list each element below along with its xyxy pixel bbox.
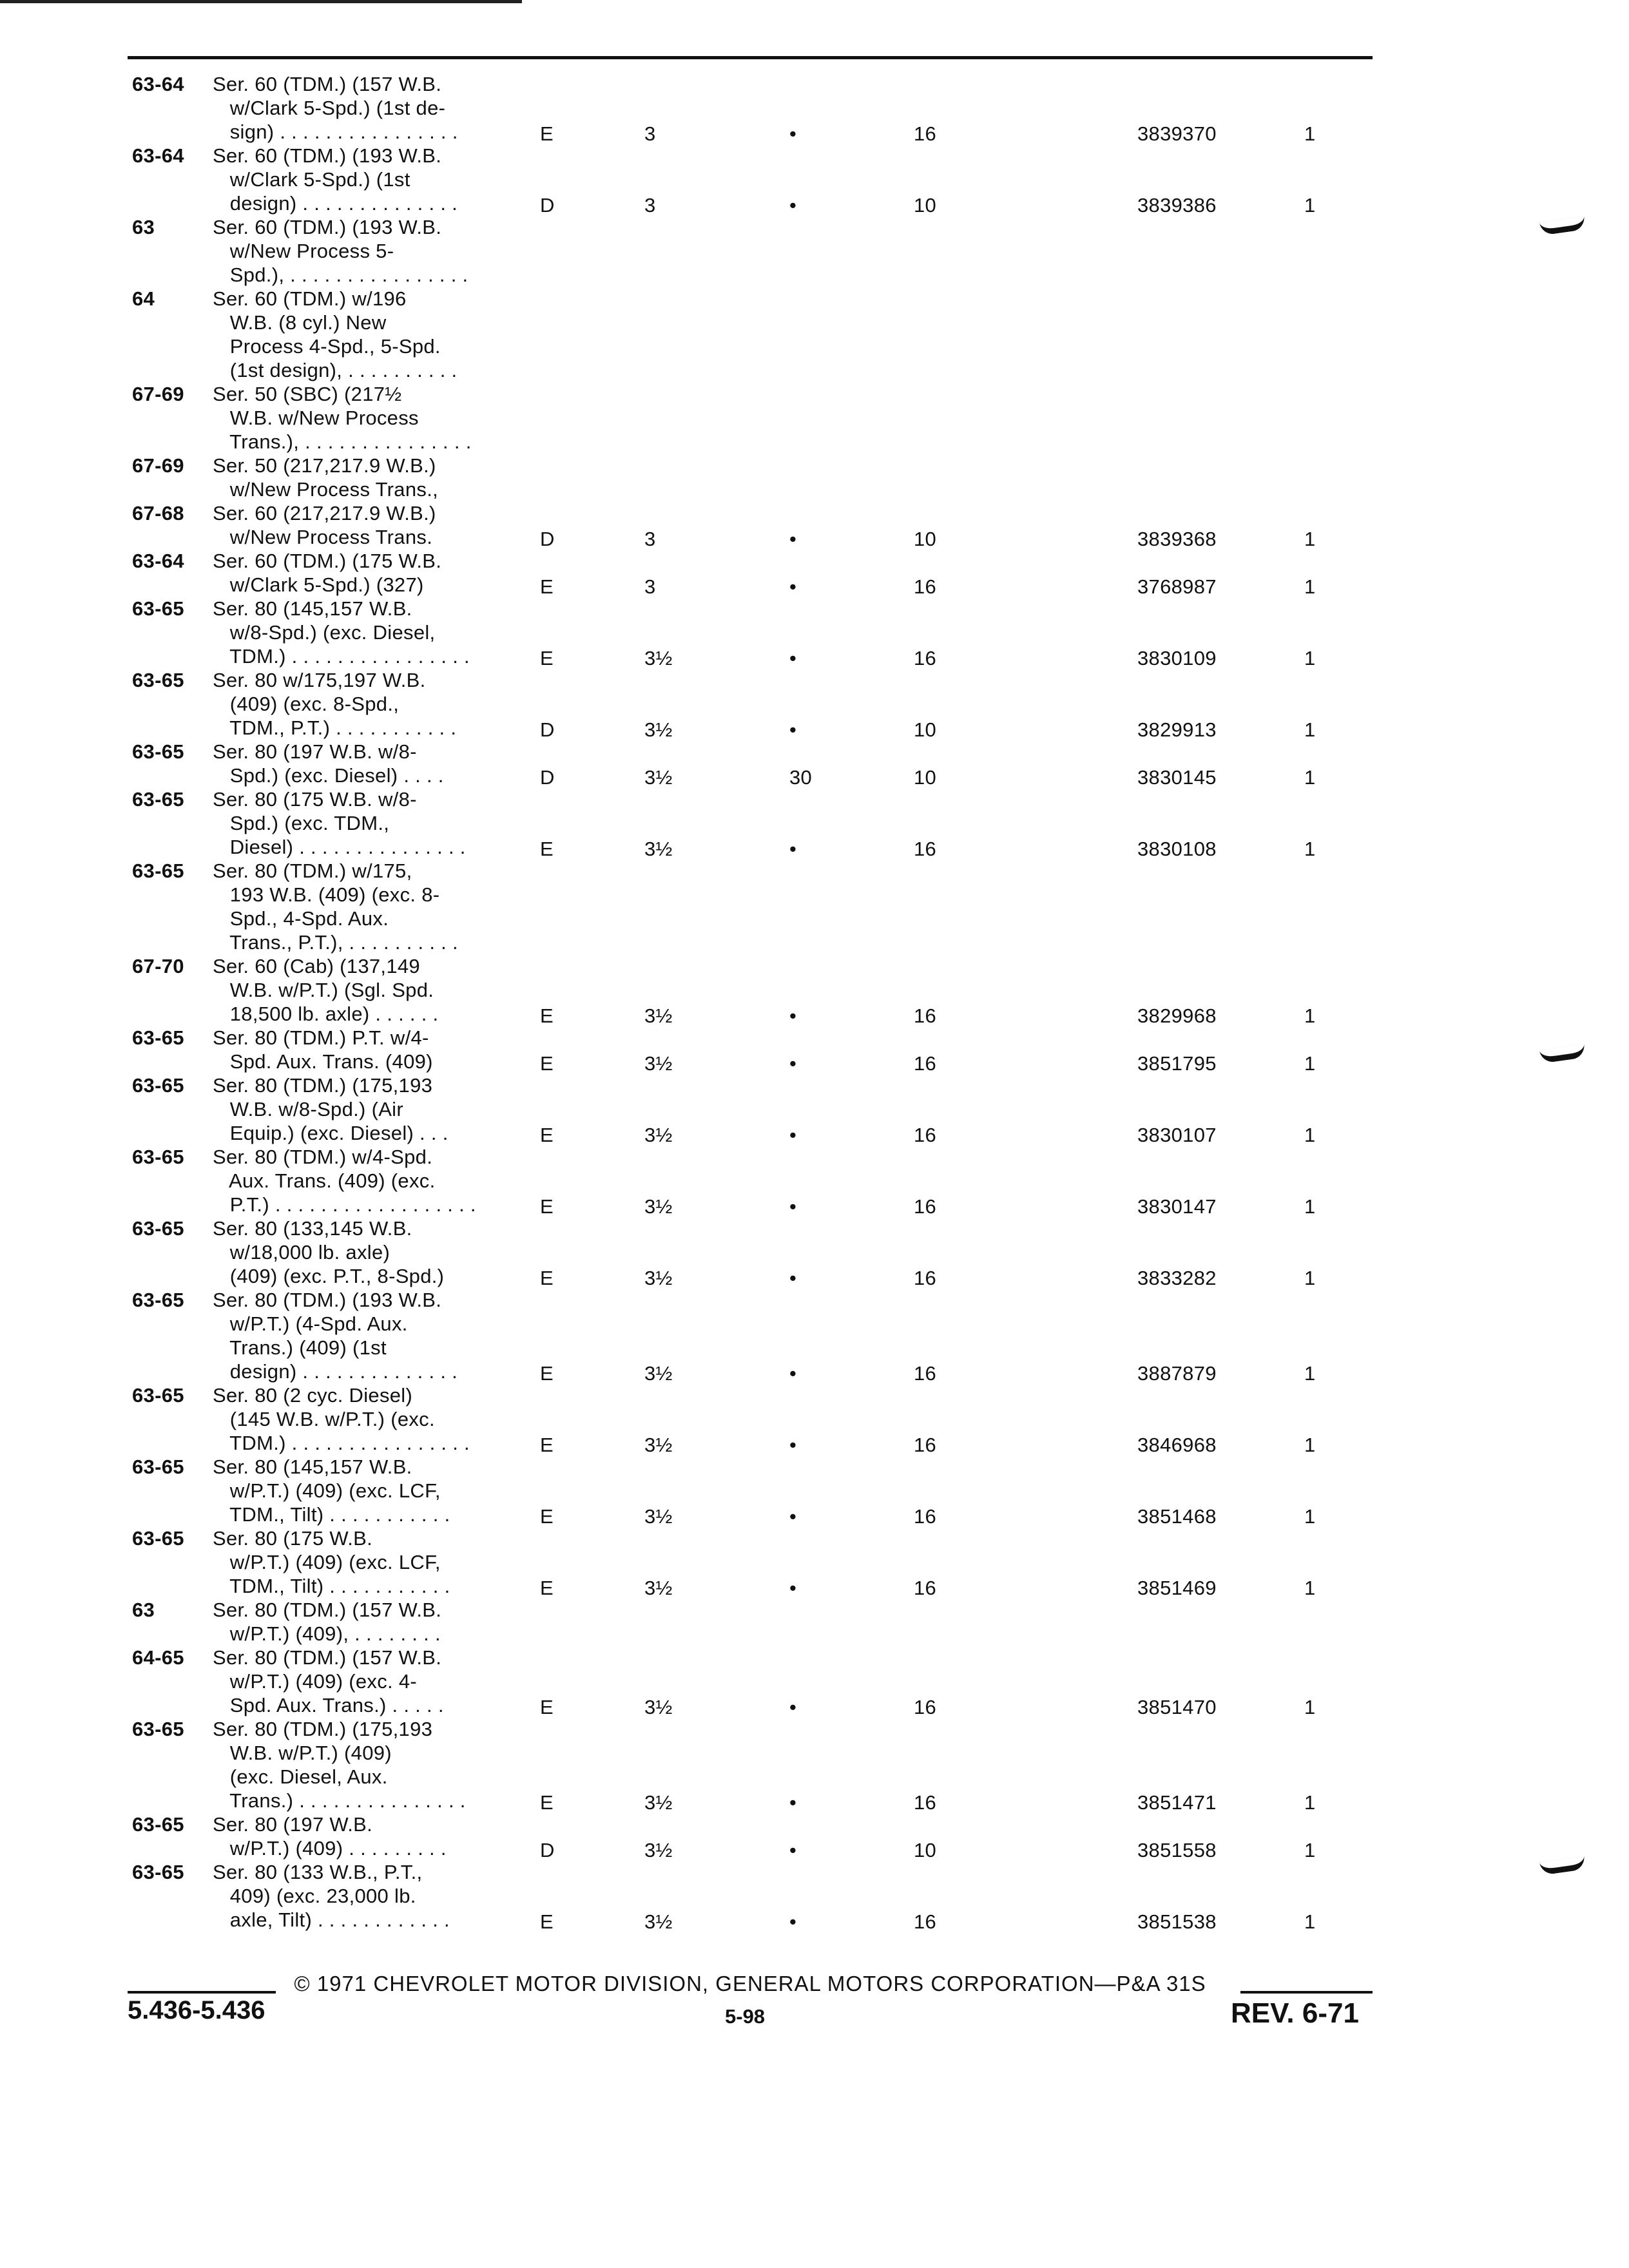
ratio-value: 3½ — [644, 1696, 673, 1718]
model-years: 63-65 — [132, 788, 184, 811]
application-description: Spd. Aux. Trans.) . . . . . — [213, 1694, 444, 1716]
table-row — [0, 1860, 1629, 1932]
column-value: • — [789, 528, 797, 550]
model-years: 63-64 — [132, 144, 184, 167]
table-row — [0, 954, 1629, 1026]
application-description: Trans.), . . . . . . . . . . . . . . . — [213, 430, 472, 453]
spline-count: 16 — [914, 1577, 937, 1599]
table-row — [0, 1383, 1629, 1455]
column-value: • — [789, 1267, 797, 1289]
quantity: 1 — [1304, 1362, 1316, 1385]
application-description: w/P.T.) (409) . . . . . . . . . — [213, 1837, 447, 1860]
spline-count: 16 — [914, 1696, 937, 1718]
spline-count: 16 — [914, 1362, 937, 1385]
application-description: TDM., Tilt) . . . . . . . . . . . — [213, 1503, 450, 1526]
application-description: w/18,000 lb. axle) — [213, 1241, 390, 1264]
application-description: axle, Tilt) . . . . . . . . . . . . — [213, 1908, 450, 1931]
model-years: 63-64 — [132, 550, 184, 572]
application-description: Ser. 80 (145,157 W.B. — [213, 1456, 412, 1478]
table-row — [0, 859, 1629, 954]
model-years: 63 — [132, 216, 155, 238]
model-years: 63-65 — [132, 1074, 184, 1097]
revision-label: REV. 6-71 — [1231, 1997, 1359, 2029]
quantity: 1 — [1304, 718, 1316, 741]
column-value: • — [789, 194, 797, 216]
quantity: 1 — [1304, 1124, 1316, 1146]
table-row — [0, 1145, 1629, 1216]
spline-count: 10 — [914, 194, 937, 216]
application-description: Ser. 80 (TDM.) (175,193 — [213, 1074, 433, 1097]
application-description: w/New Process Trans., — [213, 478, 439, 501]
hsg-type: E — [540, 838, 554, 860]
column-value: 30 — [789, 766, 813, 789]
ratio-value: 3 — [644, 575, 656, 598]
ratio-value: 3½ — [644, 1791, 673, 1814]
spline-count: 16 — [914, 647, 937, 669]
application-description: Ser. 80 (TDM.) w/175, — [213, 860, 412, 882]
spline-count: 16 — [914, 1267, 937, 1289]
column-value: • — [789, 1505, 797, 1528]
application-description: Ser. 60 (217,217.9 W.B.) — [213, 502, 436, 524]
application-description: Ser. 80 (197 W.B. — [213, 1813, 373, 1836]
table-row — [0, 787, 1629, 859]
footer-copyright: © 1971 CHEVROLET MOTOR DIVISION, GENERAL MOTORS CORPORATION—P&A 31S — [294, 1972, 1206, 1995]
table-row — [0, 740, 1629, 787]
section-number: 5.436-5.436 — [128, 1996, 265, 2024]
application-description: TDM., P.T.) . . . . . . . . . . . — [213, 716, 457, 739]
column-value: • — [789, 1434, 797, 1456]
model-years: 63-65 — [132, 1813, 184, 1836]
model-years: 63-65 — [132, 1289, 184, 1311]
part-number: 3851469 — [1137, 1577, 1217, 1599]
quantity: 1 — [1304, 194, 1316, 216]
table-row — [0, 668, 1629, 740]
model-years: 63-65 — [132, 669, 184, 691]
quantity: 1 — [1304, 1052, 1316, 1075]
parts-table — [0, 72, 1629, 1932]
application-description: Ser. 80 w/175,197 W.B. — [213, 669, 426, 691]
application-description: Equip.) (exc. Diesel) . . . — [213, 1122, 448, 1144]
application-description: 409) (exc. 23,000 lb. — [213, 1885, 416, 1907]
application-description: Ser. 80 (197 W.B. w/8- — [213, 740, 417, 763]
quantity: 1 — [1304, 1505, 1316, 1528]
application-description: TDM.) . . . . . . . . . . . . . . . . — [213, 1432, 470, 1454]
model-years: 63-65 — [132, 1861, 184, 1883]
table-row — [0, 72, 1629, 144]
application-description: Ser. 80 (133,145 W.B. — [213, 1217, 412, 1240]
part-number: 3830147 — [1137, 1195, 1217, 1218]
spline-count: 10 — [914, 1839, 937, 1861]
hsg-type: E — [540, 647, 554, 669]
spline-count: 16 — [914, 122, 937, 145]
spline-count: 10 — [914, 718, 937, 741]
column-value: • — [789, 122, 797, 145]
quantity: 1 — [1304, 122, 1316, 145]
spline-count: 16 — [914, 1195, 937, 1218]
part-number: 3851468 — [1137, 1505, 1217, 1528]
application-description: w/New Process Trans. — [213, 526, 433, 548]
ratio-value: 3½ — [644, 1362, 673, 1385]
table-row — [0, 597, 1629, 668]
application-description: Spd. Aux. Trans. (409) — [213, 1050, 433, 1073]
quantity: 1 — [1304, 1910, 1316, 1933]
hsg-type: E — [540, 1910, 554, 1933]
hsg-type: D — [540, 718, 555, 741]
part-number: 3768987 — [1137, 575, 1217, 598]
application-description: w/P.T.) (409) (exc. 4- — [213, 1670, 418, 1693]
application-description: W.B. w/P.T.) (409) — [213, 1742, 392, 1764]
ratio-value: 3½ — [644, 1505, 673, 1528]
part-number: 3851470 — [1137, 1696, 1217, 1718]
ratio-value: 3½ — [644, 1052, 673, 1075]
model-years: 63-65 — [132, 1026, 184, 1049]
application-description: Ser. 60 (TDM.) (157 W.B. — [213, 73, 442, 95]
table-row — [0, 1455, 1629, 1526]
part-number: 3851795 — [1137, 1052, 1217, 1075]
quantity: 1 — [1304, 1839, 1316, 1861]
part-number: 3839370 — [1137, 122, 1217, 145]
part-number: 3851471 — [1137, 1791, 1217, 1814]
quantity: 1 — [1304, 1577, 1316, 1599]
quantity: 1 — [1304, 1004, 1316, 1027]
part-number: 3851538 — [1137, 1910, 1217, 1933]
quantity: 1 — [1304, 1696, 1316, 1718]
model-years: 67-68 — [132, 502, 184, 524]
table-row — [0, 549, 1629, 597]
part-number: 3829968 — [1137, 1004, 1217, 1027]
application-description: Ser. 50 (217,217.9 W.B.) — [213, 454, 436, 477]
model-years: 67-69 — [132, 454, 184, 477]
column-value: • — [789, 1195, 797, 1218]
application-description: Ser. 60 (TDM.) (175 W.B. — [213, 550, 442, 572]
column-value: • — [789, 575, 797, 598]
spline-count: 16 — [914, 1505, 937, 1528]
application-description: Ser. 60 (TDM.) w/196 — [213, 287, 407, 310]
part-number: 3830108 — [1137, 838, 1217, 860]
ratio-value: 3 — [644, 194, 656, 216]
hsg-type: E — [540, 1362, 554, 1385]
application-description: W.B. w/P.T.) (Sgl. Spd. — [213, 979, 434, 1001]
ratio-value: 3½ — [644, 1124, 673, 1146]
top-rule — [128, 56, 1373, 59]
spline-count: 16 — [914, 575, 937, 598]
application-description: W.B. w/8-Spd.) (Air — [213, 1098, 403, 1120]
spline-count: 10 — [914, 766, 937, 789]
table-row — [0, 215, 1629, 287]
ratio-value: 3½ — [644, 766, 673, 789]
model-years: 64 — [132, 287, 155, 310]
table-row — [0, 454, 1629, 501]
application-description: w/Clark 5-Spd.) (1st de- — [213, 97, 446, 119]
ratio-value: 3½ — [644, 647, 673, 669]
application-description: TDM., Tilt) . . . . . . . . . . . — [213, 1575, 450, 1597]
hsg-type: D — [540, 194, 555, 216]
application-description: W.B. w/New Process — [213, 407, 419, 429]
model-years: 63-65 — [132, 597, 184, 620]
hsg-type: E — [540, 122, 554, 145]
column-value: • — [789, 1696, 797, 1718]
model-years: 63 — [132, 1599, 155, 1621]
application-description: (145 W.B. w/P.T.) (exc. — [213, 1408, 435, 1430]
application-description: Ser. 80 (TDM.) (193 W.B. — [213, 1289, 442, 1311]
hsg-type: D — [540, 766, 555, 789]
quantity: 1 — [1304, 1434, 1316, 1456]
column-value: • — [789, 838, 797, 860]
spline-count: 16 — [914, 1791, 937, 1814]
table-row — [0, 382, 1629, 454]
application-description: Ser. 50 (SBC) (217½ — [213, 383, 402, 405]
part-number: 3846968 — [1137, 1434, 1217, 1456]
table-row — [0, 1646, 1629, 1717]
part-number: 3839368 — [1137, 528, 1217, 550]
spline-count: 10 — [914, 528, 937, 550]
ratio-value: 3½ — [644, 1839, 673, 1861]
quantity: 1 — [1304, 647, 1316, 669]
column-value: • — [789, 1052, 797, 1075]
hsg-type: E — [540, 1195, 554, 1218]
ratio-value: 3 — [644, 122, 656, 145]
application-description: Ser. 80 (2 cyc. Diesel) — [213, 1384, 413, 1407]
spline-count: 16 — [914, 1910, 937, 1933]
hsg-type: E — [540, 1052, 554, 1075]
application-description: w/Clark 5-Spd.) (327) — [213, 573, 424, 596]
column-value: • — [789, 1004, 797, 1027]
quantity: 1 — [1304, 1267, 1316, 1289]
part-number: 3830107 — [1137, 1124, 1217, 1146]
application-description: w/Clark 5-Spd.) (1st — [213, 168, 410, 191]
application-description: Ser. 80 (TDM.) (157 W.B. — [213, 1646, 442, 1669]
hsg-type: E — [540, 1696, 554, 1718]
model-years: 63-65 — [132, 1217, 184, 1240]
ratio-value: 3½ — [644, 838, 673, 860]
column-value: • — [789, 647, 797, 669]
column-value: • — [789, 1910, 797, 1933]
application-description: Ser. 80 (TDM.) (175,193 — [213, 1718, 433, 1740]
model-years: 64-65 — [132, 1646, 184, 1669]
part-number: 3833282 — [1137, 1267, 1217, 1289]
ratio-value: 3½ — [644, 1434, 673, 1456]
hsg-type: E — [540, 1505, 554, 1528]
part-number: 3839386 — [1137, 194, 1217, 216]
application-description: Diesel) . . . . . . . . . . . . . . . — [213, 836, 466, 858]
application-description: w/New Process 5- — [213, 240, 394, 262]
application-description: Spd.) (exc. TDM., — [213, 812, 390, 834]
footer-rule-right — [1240, 1991, 1373, 1994]
application-description: Ser. 80 (175 W.B. w/8- — [213, 788, 417, 811]
hsg-type: E — [540, 1004, 554, 1027]
ratio-value: 3½ — [644, 1910, 673, 1933]
table-row — [0, 1073, 1629, 1145]
hsg-type: E — [540, 1267, 554, 1289]
model-years: 63-65 — [132, 1384, 184, 1407]
application-description: design) . . . . . . . . . . . . . . — [213, 1360, 458, 1383]
application-description: Ser. 80 (175 W.B. — [213, 1527, 373, 1550]
table-row — [0, 287, 1629, 382]
part-number: 3887879 — [1137, 1362, 1217, 1385]
application-description: w/P.T.) (409) (exc. LCF, — [213, 1479, 441, 1502]
part-number: 3830109 — [1137, 647, 1217, 669]
spline-count: 16 — [914, 1434, 937, 1456]
table-row — [0, 1526, 1629, 1598]
model-years: 63-65 — [132, 1456, 184, 1478]
application-description: Ser. 80 (TDM.) w/4-Spd. — [213, 1146, 433, 1168]
spline-count: 16 — [914, 1004, 937, 1027]
hsg-type: D — [540, 528, 555, 550]
part-number: 3829913 — [1137, 718, 1217, 741]
hsg-type: E — [540, 1791, 554, 1814]
model-years: 67-69 — [132, 383, 184, 405]
spline-count: 16 — [914, 838, 937, 860]
application-description: design) . . . . . . . . . . . . . . — [213, 192, 458, 215]
application-description: W.B. (8 cyl.) New — [213, 311, 387, 334]
application-description: Process 4-Spd., 5-Spd. — [213, 335, 441, 358]
part-number: 3851558 — [1137, 1839, 1217, 1861]
quantity: 1 — [1304, 1195, 1316, 1218]
part-number: 3830145 — [1137, 766, 1217, 789]
page-number: 5-98 — [725, 2005, 766, 2028]
model-years: 63-64 — [132, 73, 184, 95]
quantity: 1 — [1304, 528, 1316, 550]
application-description: Ser. 60 (Cab) (137,149 — [213, 955, 420, 977]
application-description: Spd.) (exc. Diesel) . . . . — [213, 764, 444, 787]
table-row — [0, 1288, 1629, 1383]
model-years: 63-65 — [132, 1527, 184, 1550]
model-years: 63-65 — [132, 1146, 184, 1168]
table-row — [0, 501, 1629, 549]
ratio-value: 3½ — [644, 1195, 673, 1218]
model-years: 63-65 — [132, 1718, 184, 1740]
footer-rule-left — [128, 1991, 276, 1994]
quantity: 1 — [1304, 766, 1316, 789]
application-description: 18,500 lb. axle) . . . . . . — [213, 1003, 439, 1025]
ratio-value: 3½ — [644, 1577, 673, 1599]
quantity: 1 — [1304, 575, 1316, 598]
application-description: (1st design), . . . . . . . . . . — [213, 359, 458, 381]
application-description: Ser. 80 (TDM.) (157 W.B. — [213, 1599, 442, 1621]
application-description: (409) (exc. 8-Spd., — [213, 693, 400, 715]
scan-edge-line — [0, 0, 522, 3]
column-value: • — [789, 718, 797, 741]
column-value: • — [789, 1577, 797, 1599]
application-description: Ser. 60 (TDM.) (193 W.B. — [213, 144, 442, 167]
application-description: Ser. 80 (145,157 W.B. — [213, 597, 412, 620]
quantity: 1 — [1304, 838, 1316, 860]
ratio-value: 3 — [644, 528, 656, 550]
column-value: • — [789, 1362, 797, 1385]
hsg-type: E — [540, 1577, 554, 1599]
ratio-value: 3½ — [644, 1267, 673, 1289]
application-description: w/P.T.) (409) (exc. LCF, — [213, 1551, 441, 1573]
spline-count: 16 — [914, 1052, 937, 1075]
application-description: Trans.) (409) (1st — [213, 1336, 387, 1359]
application-description: w/P.T.) (4-Spd. Aux. — [213, 1312, 408, 1335]
ratio-value: 3½ — [644, 718, 673, 741]
hsg-type: E — [540, 575, 554, 598]
table-row — [0, 1598, 1629, 1646]
column-value: • — [789, 1791, 797, 1814]
quantity: 1 — [1304, 1791, 1316, 1814]
model-years: 63-65 — [132, 860, 184, 882]
column-value: • — [789, 1839, 797, 1861]
table-row — [0, 1216, 1629, 1288]
application-description: (409) (exc. P.T., 8-Spd.) — [213, 1265, 445, 1287]
table-row — [0, 144, 1629, 215]
table-row — [0, 1717, 1629, 1812]
application-description: Spd.), . . . . . . . . . . . . . . . . — [213, 264, 468, 286]
application-description: Spd., 4-Spd. Aux. — [213, 907, 389, 930]
hsg-type: E — [540, 1434, 554, 1456]
application-description: w/P.T.) (409), . . . . . . . . — [213, 1622, 441, 1645]
application-description: 193 W.B. (409) (exc. 8- — [213, 883, 440, 906]
application-description: Ser. 80 (133 W.B., P.T., — [213, 1861, 423, 1883]
application-description: Trans.) . . . . . . . . . . . . . . . — [213, 1789, 466, 1812]
application-description: P.T.) . . . . . . . . . . . . . . . . . . — [213, 1193, 476, 1216]
application-description: Aux. Trans. (409) (exc. — [213, 1169, 436, 1192]
table-row — [0, 1026, 1629, 1073]
ratio-value: 3½ — [644, 1004, 673, 1027]
application-description: sign) . . . . . . . . . . . . . . . . — [213, 120, 458, 143]
application-description: (exc. Diesel, Aux. — [213, 1765, 388, 1788]
model-years: 67-70 — [132, 955, 184, 977]
hsg-type: D — [540, 1839, 555, 1861]
application-description: Ser. 80 (TDM.) P.T. w/4- — [213, 1026, 429, 1049]
application-description: Ser. 60 (TDM.) (193 W.B. — [213, 216, 442, 238]
model-years: 63-65 — [132, 740, 184, 763]
application-description: w/8-Spd.) (exc. Diesel, — [213, 621, 436, 644]
application-description: TDM.) . . . . . . . . . . . . . . . . — [213, 645, 470, 668]
application-description: Trans., P.T.), . . . . . . . . . . — [213, 931, 458, 954]
hsg-type: E — [540, 1124, 554, 1146]
table-row — [0, 1812, 1629, 1860]
spline-count: 16 — [914, 1124, 937, 1146]
column-value: • — [789, 1124, 797, 1146]
